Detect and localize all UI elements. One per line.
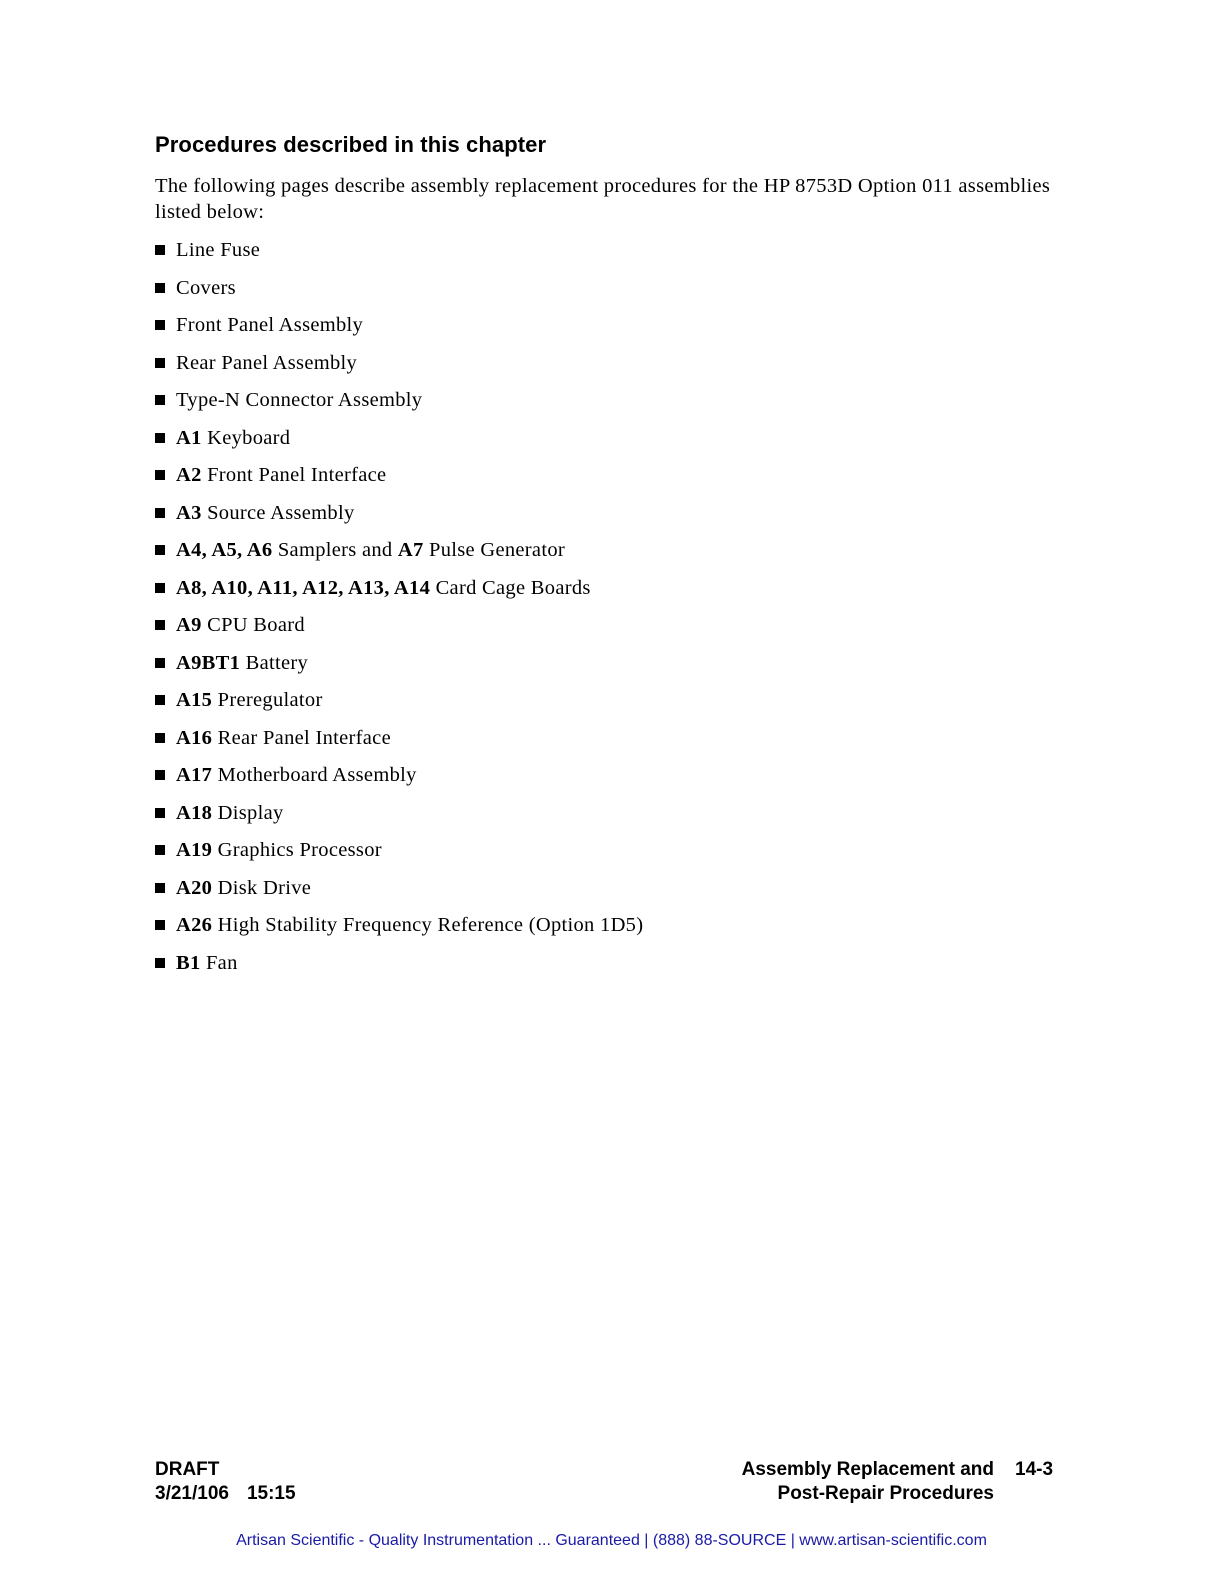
banner-text: Artisan Scientific - Quality Instrumentation ... Guaranteed | (888) 88-SOURCE | www.artisan-scientific.com bbox=[236, 1532, 987, 1549]
item-code: A2 bbox=[176, 464, 202, 486]
bullet-icon bbox=[155, 770, 165, 780]
draft-date: 3/21/106 bbox=[155, 1483, 229, 1504]
item-text: Keyboard bbox=[207, 426, 291, 449]
list-item bbox=[155, 574, 643, 612]
list-item bbox=[155, 349, 643, 387]
item-code: A1 bbox=[176, 426, 202, 449]
item-code: A26 bbox=[176, 914, 213, 936]
item-text-secondary: Pulse Generator bbox=[429, 539, 565, 561]
section-heading: Procedures described in this chapter bbox=[155, 132, 547, 157]
item-code: A9BT1 bbox=[176, 651, 241, 674]
list-item bbox=[155, 424, 643, 462]
list-item bbox=[155, 274, 643, 312]
list-item bbox=[155, 761, 643, 799]
footer-banner bbox=[0, 1532, 1224, 1550]
item-text: Battery bbox=[245, 651, 309, 674]
item-code: A4, A5, A6 bbox=[176, 539, 273, 561]
list-item bbox=[155, 836, 643, 874]
item-text: Rear Panel Interface bbox=[217, 726, 391, 749]
chapter-title-line1: Assembly Replacement and bbox=[741, 1459, 994, 1480]
list-item bbox=[155, 461, 643, 499]
bullet-icon bbox=[155, 245, 165, 255]
bullet-icon bbox=[155, 545, 165, 555]
list-item bbox=[155, 649, 643, 687]
item-text: Source Assembly bbox=[207, 501, 355, 524]
chapter-title-line2: Post-Repair Procedures bbox=[777, 1483, 994, 1504]
item-text: Graphics Processor bbox=[217, 839, 382, 861]
bullet-icon bbox=[155, 808, 165, 818]
bullet-icon bbox=[155, 883, 165, 893]
list-item bbox=[155, 499, 643, 537]
assembly-list bbox=[155, 236, 643, 986]
bullet-icon bbox=[155, 320, 165, 330]
bullet-icon bbox=[155, 845, 165, 855]
bullet-icon bbox=[155, 920, 165, 930]
item-text: Fan bbox=[205, 951, 238, 974]
draft-time: 15:15 bbox=[246, 1483, 296, 1504]
item-text: Display bbox=[217, 801, 284, 824]
bullet-icon bbox=[155, 620, 165, 630]
item-text: Type-N Connector Assembly bbox=[176, 389, 423, 411]
item-code: A9 bbox=[176, 614, 202, 636]
item-code-secondary: A7 bbox=[397, 539, 424, 561]
page-number: 14-3 bbox=[1015, 1459, 1054, 1480]
list-item bbox=[155, 686, 643, 724]
item-text: Card Cage Boards bbox=[435, 576, 591, 599]
bullet-icon bbox=[155, 658, 165, 668]
item-text: Covers bbox=[176, 276, 236, 299]
item-code: B1 bbox=[176, 951, 201, 974]
item-text: Preregulator bbox=[217, 689, 323, 711]
draft-datetime bbox=[155, 1482, 296, 1506]
bullet-icon bbox=[155, 358, 165, 368]
item-text: Line Fuse bbox=[176, 239, 261, 261]
item-text: Disk Drive bbox=[217, 876, 312, 899]
list-item bbox=[155, 799, 643, 837]
item-text: High Stability Frequency Reference (Option 1D5) bbox=[217, 914, 644, 936]
bullet-icon bbox=[155, 283, 165, 293]
footer-chapter-title bbox=[742, 1458, 994, 1506]
list-item bbox=[155, 311, 643, 349]
bullet-icon bbox=[155, 733, 165, 743]
item-code: A15 bbox=[176, 689, 213, 711]
item-text: CPU Board bbox=[207, 614, 305, 636]
list-item bbox=[155, 536, 643, 574]
bullet-icon bbox=[155, 695, 165, 705]
bullet-icon bbox=[155, 583, 165, 593]
item-text: Rear Panel Assembly bbox=[176, 351, 358, 374]
list-item bbox=[155, 386, 643, 424]
footer-draft-info bbox=[155, 1458, 296, 1506]
item-code: A16 bbox=[176, 726, 213, 749]
item-text: Front Panel Assembly bbox=[176, 314, 364, 336]
bullet-icon bbox=[155, 508, 165, 518]
item-text: Samplers and bbox=[277, 539, 393, 561]
item-code: A18 bbox=[176, 801, 213, 824]
list-item bbox=[155, 874, 643, 912]
bullet-icon bbox=[155, 958, 165, 968]
list-item bbox=[155, 724, 643, 762]
item-code: A8, A10, A11, A12, A13, A14 bbox=[176, 576, 431, 599]
list-item bbox=[155, 949, 643, 987]
item-text: Front Panel Interface bbox=[207, 464, 387, 486]
intro-paragraph: The following pages describe assembly replacement procedures for the HP 8753D Option 011 assemblies listed below: bbox=[155, 175, 1051, 223]
bullet-icon bbox=[155, 470, 165, 480]
item-code: A20 bbox=[176, 876, 213, 899]
item-code: A3 bbox=[176, 501, 202, 524]
bullet-icon bbox=[155, 433, 165, 443]
draft-label: DRAFT bbox=[155, 1459, 220, 1480]
list-item bbox=[155, 611, 643, 649]
list-item bbox=[155, 236, 643, 274]
item-text: Motherboard Assembly bbox=[217, 764, 417, 786]
list-item bbox=[155, 911, 643, 949]
item-code: A19 bbox=[176, 839, 213, 861]
item-code: A17 bbox=[176, 764, 213, 786]
bullet-icon bbox=[155, 395, 165, 405]
